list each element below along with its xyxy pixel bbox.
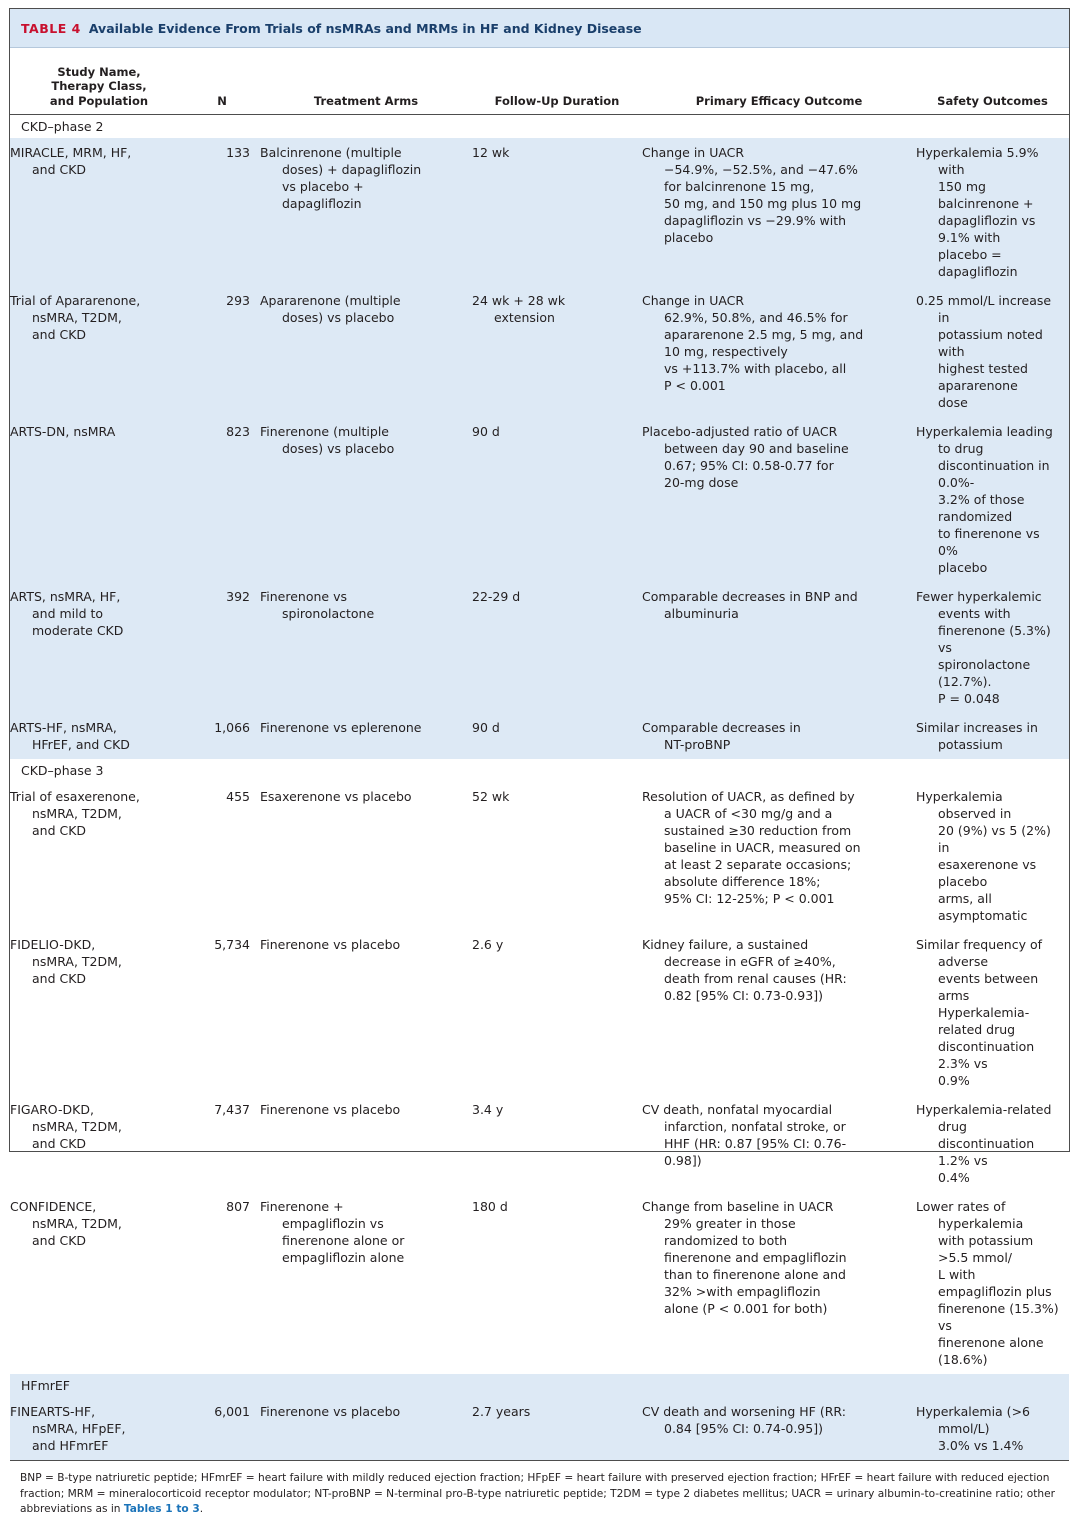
cell-followup: 52 wk (472, 789, 510, 804)
cell-study: ARTS, nsMRA, HF, and mild to moderate CKD (10, 582, 188, 713)
footnote-end: . (199, 1503, 204, 1515)
table-row (10, 1192, 1069, 1374)
cell-n: 7,437 (214, 1102, 250, 1117)
section-label: CKD–phase 2 (21, 119, 104, 134)
footnote-text: BNP = B-type natriuretic peptide; HFmrEF = heart failure with mildly reduced ejection fraction; HFpEF = heart failure with preserved ejection fraction; HFrEF = heart failure with reduced ejection fraction; MRM = mineralocorticoid receptor modulator; NT-proBNP = N-terminal pro-B-type natriuretic peptide; T2DM = type 2 diabetes mellitus; UACR = urinary albumin-to-creatinine ratio; other abbreviations as in (20, 1472, 1056, 1515)
cell-followup: 2.7 years (472, 1397, 642, 1460)
section-row (10, 1374, 1069, 1397)
header-study: Study Name, Therapy Class, and Population (10, 48, 188, 115)
cell-efficacy: Comparable decreases in NT-proBNP (642, 713, 916, 759)
cell-efficacy: Change in UACR −54.9%, −52.5%, and −47.6% for balcinrenone 15 mg, 50 mg, and 150 mg plus 10 mg dapagliflozin vs −29.9% with placebo (642, 138, 916, 286)
table-number: TABLE 4 (21, 20, 81, 36)
header-efficacy: Primary Efficacy Outcome (642, 48, 916, 115)
table-row (10, 1397, 1069, 1460)
cell-study: FIDELIO-DKD, nsMRA, T2DM, and CKD (10, 937, 122, 986)
cell-efficacy: Resolution of UACR, as defined by a UACR of <30 mg/g and a sustained ≥30 reduction from baseline in UACR, measured on at least 2 separate occasions; absolute difference 18%; 95% CI: 12-25%; P < 0.001 (642, 789, 861, 906)
cell-study: FINEARTS-HF, nsMRA, HFpEF, and HFmrEF (10, 1397, 188, 1460)
cell-study: FIGARO-DKD, nsMRA, T2DM, and CKD (10, 1102, 122, 1151)
cell-followup: 3.4 y (472, 1102, 504, 1117)
cell-study: ARTS-DN, nsMRA (10, 417, 188, 582)
table-row (10, 782, 1069, 930)
table-row (10, 417, 1069, 582)
cell-arms: Finerenone vs placebo (260, 937, 401, 952)
cell-safety: 0.25 mmol/L increase in potassium noted with highest tested apararenone dose (916, 286, 1069, 417)
header-n: N (188, 48, 260, 115)
cell-followup: 180 d (472, 1199, 508, 1214)
table-row (10, 138, 1069, 286)
cell-arms: Balcinrenone (multiple doses) + dapagliflozin vs placebo + dapagliflozin (260, 138, 472, 286)
cell-study: Trial of Apararenone, nsMRA, T2DM, and CKD (10, 286, 188, 417)
table-row (10, 286, 1069, 417)
cell-followup: 90 d (472, 417, 642, 582)
cell-safety: Hyperkalemia observed in 20 (9%) vs 5 (2%) in esaxerenone vs placebo arms, all asymptomatic (916, 789, 1051, 923)
cell-safety: Lower rates of hyperkalemia with potassium >5.5 mmol/ L with empagliflozin plus finerenone (15.3%) vs finerenone alone (18.6%) (916, 1199, 1059, 1367)
table-row (10, 582, 1069, 713)
cell-n: 133 (188, 138, 260, 286)
cell-followup: 22-29 d (472, 582, 642, 713)
cell-followup: 2.6 y (472, 937, 504, 952)
table-title (10, 9, 1069, 48)
table-row (10, 713, 1069, 759)
cell-safety: Similar increases in potassium (916, 713, 1069, 759)
cell-n: 823 (188, 417, 260, 582)
header-arms: Treatment Arms (260, 48, 472, 115)
cell-safety: Hyperkalemia 5.9% with 150 mg balcinrenone + dapagliflozin vs 9.1% with placebo = dapagliflozin (916, 138, 1069, 286)
cell-safety: Hyperkalemia (>6 mmol/L) 3.0% vs 1.4% (916, 1397, 1069, 1460)
section-row (10, 759, 1069, 782)
cell-efficacy: Comparable decreases in BNP and albuminuria (642, 582, 916, 713)
section-label: HFmrEF (10, 1374, 1069, 1397)
section-row (10, 115, 1069, 139)
cell-study: Trial of esaxerenone, nsMRA, T2DM, and CKD (10, 789, 140, 838)
cell-arms: Finerenone + empagliflozin vs finerenone alone or empagliflozin alone (260, 1199, 405, 1265)
cell-arms: Finerenone vs placebo (260, 1397, 472, 1460)
cell-arms: Finerenone vs eplerenone (260, 713, 472, 759)
header-row (10, 48, 1069, 115)
cell-safety: Fewer hyperkalemic events with finerenone (5.3%) vs spironolactone (12.7%). P = 0.048 (916, 582, 1069, 713)
table-body (10, 115, 1069, 1461)
evidence-table (10, 48, 1069, 1460)
table-caption: Available Evidence From Trials of nsMRAs and MRMs in HF and Kidney Disease (88, 20, 642, 36)
cell-arms: Finerenone (multiple doses) vs placebo (260, 417, 472, 582)
cell-efficacy: CV death and worsening HF (RR: 0.84 [95% CI: 0.74-0.95]) (642, 1397, 916, 1460)
cell-arms: Finerenone vs placebo (260, 1102, 401, 1117)
table-row (10, 1095, 1069, 1192)
cell-n: 6,001 (188, 1397, 260, 1460)
cell-n: 807 (226, 1199, 250, 1214)
cell-efficacy: CV death, nonfatal myocardial infarction, nonfatal stroke, or HHF (HR: 0.87 [95% CI: 0.76- 0.98]) (642, 1102, 847, 1168)
cell-n: 392 (188, 582, 260, 713)
cell-followup: 12 wk (472, 138, 642, 286)
cell-n: 1,066 (188, 713, 260, 759)
cell-followup: 24 wk + 28 wk extension (472, 286, 642, 417)
footnote-link[interactable]: Tables 1 to 3 (123, 1503, 200, 1515)
cell-safety: Similar frequency of adverse events between arms Hyperkalemia-related drug discontinuation 2.3% vs 0.9% (916, 937, 1043, 1088)
cell-arms: Esaxerenone vs placebo (260, 789, 412, 804)
cell-followup: 90 d (472, 713, 642, 759)
cell-efficacy: Change from baseline in UACR 29% greater in those randomized to both finerenone and empagliflozin than to finerenone alone and 32% >with empagliflozin alone (P < 0.001 for both) (642, 1199, 847, 1316)
cell-safety: Hyperkalemia-related drug discontinuation 1.2% vs 0.4% (916, 1102, 1052, 1185)
cell-study: CONFIDENCE, nsMRA, T2DM, and CKD (10, 1199, 122, 1248)
header-safety: Safety Outcomes (916, 48, 1069, 115)
cell-arms: Finerenone vs spironolactone (260, 582, 472, 713)
cell-efficacy: Placebo-adjusted ratio of UACR between day 90 and baseline 0.67; 95% CI: 0.58-0.77 for 20-mg dose (642, 417, 916, 582)
cell-study: MIRACLE, MRM, HF, and CKD (10, 138, 188, 286)
cell-safety: Hyperkalemia leading to drug discontinuation in 0.0%- 3.2% of those randomized to finerenone vs 0% placebo (916, 417, 1069, 582)
section-label: CKD–phase 3 (21, 763, 104, 778)
cell-arms: Apararenone (multiple doses) vs placebo (260, 286, 472, 417)
header-followup: Follow-Up Duration (472, 48, 642, 115)
cell-efficacy: Kidney failure, a sustained decrease in eGFR of ≥40%, death from renal causes (HR: 0.82 [95% CI: 0.73-0.93]) (642, 937, 847, 1003)
footnote (10, 1460, 1069, 1518)
cell-efficacy: Change in UACR 62.9%, 50.8%, and 46.5% for apararenone 2.5 mg, 5 mg, and 10 mg, respectively vs +113.7% with placebo, all P < 0.001 (642, 286, 916, 417)
cell-n: 455 (226, 789, 250, 804)
table-frame (9, 8, 1070, 1515)
table-row (10, 930, 1069, 1095)
cell-study: ARTS-HF, nsMRA, HFrEF, and CKD (10, 713, 188, 759)
cell-n: 5,734 (214, 937, 250, 952)
cell-n: 293 (188, 286, 260, 417)
